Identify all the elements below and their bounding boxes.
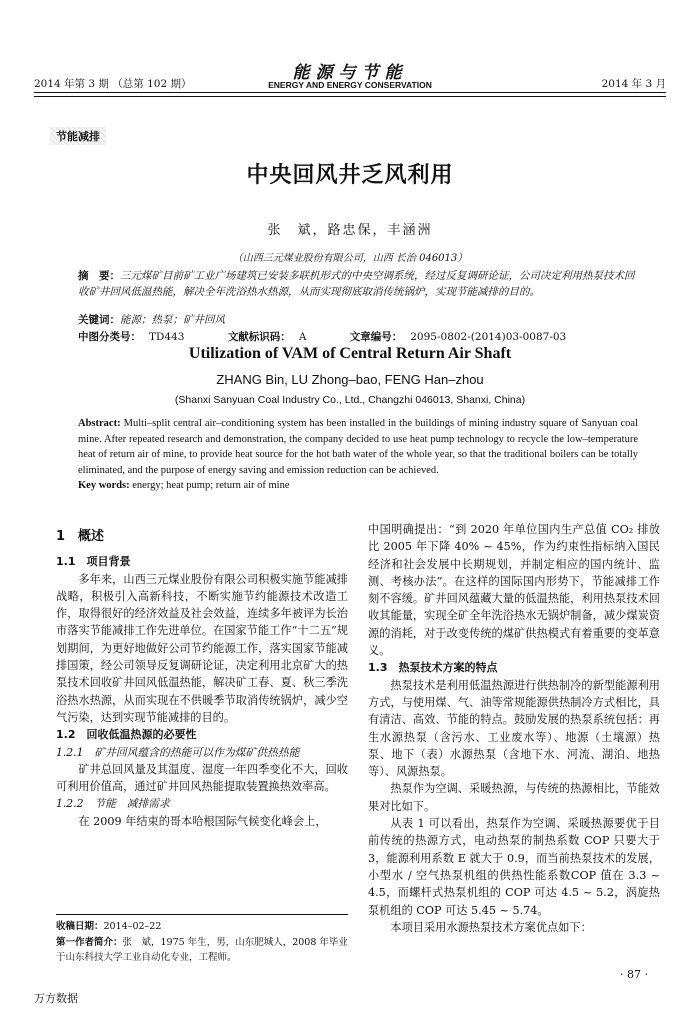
- clc-value: TD443: [149, 331, 185, 343]
- paragraph-advantages: 本项目采用水源热泵技术方案优点如下：: [390, 920, 592, 934]
- abstract-en: [78, 416, 638, 478]
- keywords-cn: [78, 313, 638, 329]
- body-left-column: [56, 528, 348, 830]
- journal-title-en: ENERGY AND ENERGY CONSERVATION: [268, 80, 432, 90]
- watermark: 万方数据: [34, 992, 78, 1005]
- issue-info: 2014 年第 3 期 （总第 102 期）: [34, 78, 192, 90]
- keywords-cn-label: 关键词：: [78, 314, 120, 326]
- paragraph-mine-air-heat: 矿井总回风量及其温度、湿度一年四季变化不大，回收可利用价值高，通过矿井回风热能提取装置换热效率高。: [56, 762, 348, 794]
- paragraph-copenhagen: 在 2009 年结束的哥本哈根国际气候变化峰会上，: [78, 814, 327, 828]
- body-right-column: [368, 521, 660, 936]
- paper-title-cn: 中央回风井乏风利用: [246, 163, 454, 188]
- heading-necessity: 1.2 回收低温热源的必要性: [56, 728, 197, 742]
- paper-title-en: Utilization of VAM of Central Return Air Shaft: [188, 345, 512, 362]
- clc-label: 中图分类号：: [78, 331, 141, 343]
- paragraph-china-target: 中国明确提出：“到 2020 年单位国内生产总值 CO₂ 排放比 2005 年下降 40% ~ 45%，作为约束性指标纳入国民经济和社会发展中长期规划，并制定相应的国内统计、监测、考核办法”。在这样的国际国内形势下，节能减排工作刻不容缓。矿井回风蕴藏大量的低温热能，利用热泵技术回收其能量，实现全矿全年洗浴热水无锅炉制备，减少煤炭资源的消耗，对于改变传统的煤矿供热模式有着重要的变革意义。: [368, 523, 660, 658]
- heading-overview: 1 概述: [56, 529, 105, 544]
- received-label: 收稿日期：: [56, 921, 104, 932]
- classification-meta: [78, 329, 574, 344]
- section-tag: 节能减排: [50, 127, 106, 145]
- paragraph-heatpump-compare: 热泵作为空调、采暖热源，与传统的热源相比，节能效果对比如下。: [368, 782, 660, 813]
- journal-title-cn: 能源与节能: [292, 63, 408, 83]
- authors-en: ZHANG Bin, LU Zhong–bao, FENG Han–zhou: [216, 372, 484, 387]
- keywords-cn-text: 能源；热泵；矿井回风: [120, 314, 225, 326]
- footnote-received: [56, 919, 348, 934]
- issue-date: 2014 年 3 月: [601, 78, 666, 90]
- keywords-en-label: Key words:: [78, 480, 130, 491]
- abstract-en-label: Abstract:: [78, 418, 121, 429]
- abstract-cn: [78, 269, 638, 300]
- article-no-label: 文章编号：: [349, 331, 403, 343]
- paragraph-background: 多年来，山西三元煤业股份有限公司积极实施节能减排战略，积极引入高新科技，不断实施节约能源技术改造工作，取得很好的经济效益及社会效益，连续多年被评为长治市落实节能减排工作先进单位。在国家节能工作“十二五”规划期间，为更好地做好公司节约能源工作，落实国家节能减排国策，经公司领导反复调研论证，决定利用北京矿大的热泵技术回收矿井回风低温热能，解决矿工春、夏、秋三季洗浴热水热源，从而实现在不供暖季节取消传统锅炉，减少空气污染，达到实现节能减排的目的。: [56, 572, 348, 724]
- doc-code-label: 文献标识码：: [227, 331, 291, 343]
- article-no-value: 2095-0802-(2014)03-0087-03: [410, 331, 567, 343]
- abstract-cn-label: 摘 要：: [78, 270, 120, 282]
- heading-background: 1.1 项目背景: [56, 555, 131, 569]
- affiliation-en: (Shanxi Sanyuan Coal Industry Co., Ltd., Changzhi 046013, Shanxi, China): [174, 394, 526, 406]
- footnote-author: [56, 935, 348, 965]
- abstract-en-text: Multi–split central air–conditioning system has been installed in the buildings of mining industry square of Sanyuan coal mine. After repeated research and demonstration, the company decided to use heat pump technology to recycle the low–temperature heat of return air of mine, to provide heat source for the hot bath water of the whole year, so that the traditional boilers can be totally eliminated, and the purpose of energy saving and emission reduction can be achieved.: [78, 418, 639, 476]
- heading-mine-air-heat: 1.2.1 矿井回风蕴含的热能可以作为煤矿供热热能: [56, 745, 300, 759]
- header-rule: [34, 92, 666, 93]
- heading-heatpump-features: 1.3 热泵技术方案的特点: [368, 661, 498, 675]
- footnote-rule: [56, 914, 348, 915]
- page-number: · 87 ·: [620, 968, 648, 981]
- keywords-en: [78, 480, 290, 491]
- doc-code-value: A: [298, 331, 307, 343]
- abstract-cn-text: 三元煤矿目前矿工业广场建筑已安装多联机形式的中央空调系统，经过反复调研论证，公司决定利用热泵技术回收矿井回风低温热能，解决全年洗浴热水热源，从而实现彻底取消传统锅炉，实现节能减排的目的。: [78, 270, 635, 298]
- authors-cn: 张 斌，路忠保，丰涵洲: [267, 223, 433, 238]
- paragraph-heatpump-tech: 热泵技术是利用低温热源进行供热制冷的新型能源利用方式，与使用煤、气、油等常规能源供热制冷方式相比，具有清洁、高效、节能的特点。鼓励发展的热泵系统包括：再生水源热泵（含污水、工业废水等）、地源（土壤源）热泵、地下（表）水源热泵（含地下水、河流、湖泊、地热等）、风源热泵。: [368, 678, 660, 779]
- author-bio: 张 斌，1975 年生，男，山东肥城人，2008 年毕业于山东科技大学工业自动化专业，工程师。: [56, 937, 348, 963]
- keywords-en-text: energy; heat pump; return air of mine: [132, 480, 290, 491]
- heading-energy-saving: 1.2.2 节能 减排需求: [56, 797, 170, 811]
- author-bio-label: 第一作者简介：: [56, 937, 123, 948]
- received-date: 2014–02–22: [103, 921, 162, 932]
- header-rule-thin: [34, 96, 666, 97]
- affiliation-cn: （山西三元煤业股份有限公司，山西 长治 046013）: [232, 253, 468, 264]
- paragraph-cop: 从表 1 可以看出，热泵作为空调、采暖热源要优于目前传统的热源方式，电动热泵的制热系数 COP 只要大于 3，能源利用系数 E 就大于 0.9，而当前热泵技术的发展，小型水 / 空气热泵机组的供热性能系数COP 值在 3.3 ~ 4.5，而螺杆式热泵机组的 COP 可达 4.5 ~ 5.2，涡旋热泵机组的 COP 可达 5.45 ~ 5.74。: [368, 817, 660, 917]
